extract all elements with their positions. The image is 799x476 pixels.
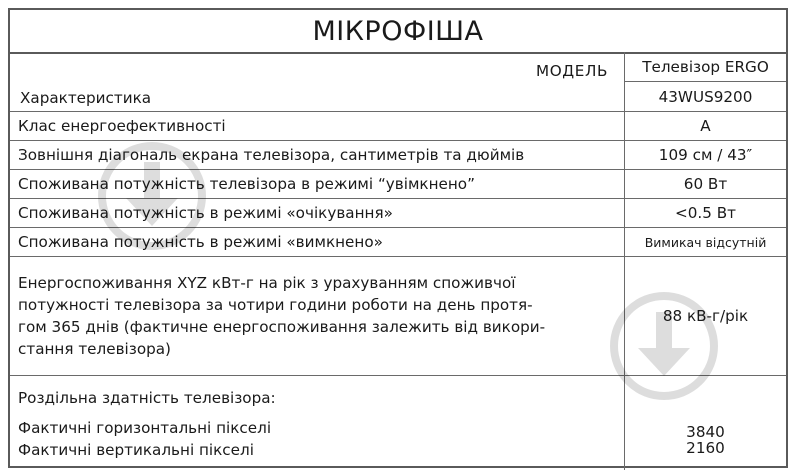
- resolution-description: [10, 376, 625, 471]
- energy-line: Енергоспоживання XYZ кВт-г на рік з урахуванням споживчої: [18, 274, 516, 292]
- row-value: Вимикач відсутній: [625, 228, 787, 257]
- resolution-heading: Роздільна здатність телевізора:: [18, 389, 276, 407]
- energy-description: [10, 257, 625, 376]
- header-right-cell: [625, 52, 787, 112]
- spec-table: [10, 52, 786, 470]
- table-row: [10, 141, 786, 170]
- row-value: 60 Вт: [625, 170, 787, 199]
- horizontal-pixels-value: 3840: [686, 423, 725, 441]
- resolution-values: [625, 376, 787, 471]
- row-value: <0.5 Вт: [625, 199, 787, 228]
- header-row: [10, 52, 786, 112]
- energy-value: 88 кВ-г/рік: [625, 257, 787, 376]
- row-label: Зовнішня діагональ екрана телевізора, сантиметрів та дюймів: [10, 141, 625, 170]
- row-label: Споживана потужність телевізора в режимі “увімкнено”: [10, 170, 625, 199]
- row-label: Клас енергоефективності: [10, 112, 625, 141]
- model-name: Телевізор ERGO: [625, 52, 786, 82]
- characteristic-label: Характеристика: [20, 89, 152, 107]
- model-label: МОДЕЛЬ: [536, 62, 608, 80]
- horizontal-pixels-label: Фактичні горизонтальні пікселі: [18, 419, 272, 437]
- vertical-pixels-label: Фактичні вертикальні пікселі: [18, 441, 254, 459]
- model-code: 43WUS9200: [658, 87, 753, 106]
- row-label: Споживана потужність в режимі «вимкнено»: [10, 228, 625, 257]
- energy-row: [10, 257, 786, 376]
- table-row: [10, 199, 786, 228]
- row-value: A: [625, 112, 787, 141]
- table-row: [10, 170, 786, 199]
- vertical-pixels-value: 2160: [686, 439, 725, 457]
- microfiche-sheet: [8, 8, 788, 468]
- energy-line: стання телевізора): [18, 340, 171, 358]
- row-label: Споживана потужність в режимі «очікування»: [10, 199, 625, 228]
- page-title: МІКРОФІША: [10, 10, 786, 54]
- row-value: 109 см / 43″: [625, 141, 787, 170]
- energy-line: потужності телевізора за чотири години роботи на день протя-: [18, 296, 533, 314]
- resolution-row: [10, 376, 786, 471]
- table-row: [10, 112, 786, 141]
- table-row: [10, 228, 786, 257]
- header-left-cell: [10, 52, 625, 112]
- energy-line: гом 365 днів (фактичне енергоспоживання залежить від викори-: [18, 318, 546, 336]
